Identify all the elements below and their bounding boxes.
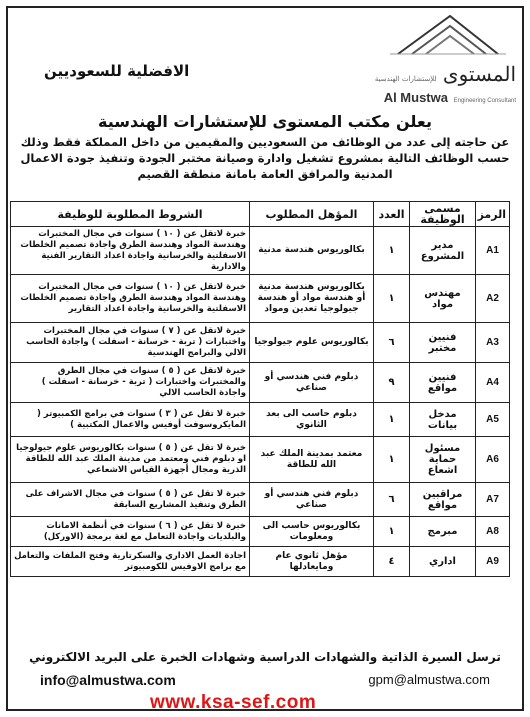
logo-arabic-name: المستوى للإستشارات الهندسية: [374, 62, 516, 86]
cell-count: ١: [374, 517, 410, 547]
cell-qual: مؤهل ثانوي عام ومايعادلها: [250, 547, 374, 577]
cell-req: خبرة لا تقل عن ( ٥ ) سنوات في مجال الاشراف على الطرق وتنفيذ المشاريع السابقة: [11, 483, 250, 517]
cell-qual: بكالوريوس حاسب الى ومعلومات: [250, 517, 374, 547]
cell-qual: بكالوريوس هندسة مدنية أو هندسة مواد أو هندسة جيولوجيا تعدين ومواد: [250, 275, 374, 323]
table-row: [11, 363, 510, 403]
table-row: [11, 437, 510, 483]
cell-qual: بكالوريوس هندسة مدنية: [250, 227, 374, 275]
company-logo: [366, 10, 516, 110]
cell-count: ١: [374, 437, 410, 483]
cell-code: A2: [476, 275, 510, 323]
cell-req: خبرة لا تقل عن ( ٥ ) سنوات بكالوريوس علوم جيولوجيا او دبلوم فني ومعتمد من مدينة الملك عبد الله للطاقة الذرية ومجال أجهزة القياس الاشعاعي: [11, 437, 250, 483]
cell-qual: بكالوريوس علوم جيولوجيا: [250, 323, 374, 363]
table-row: [11, 323, 510, 363]
cell-name: فنيين مواقع: [410, 363, 476, 403]
cell-code: A3: [476, 323, 510, 363]
cell-count: ٩: [374, 363, 410, 403]
cell-qual: دبلوم حاسب الى بعد الثانوي: [250, 403, 374, 437]
logo-english-name: Al Mustwa Engineering Consultant: [383, 90, 516, 105]
cell-code: A6: [476, 437, 510, 483]
table-row: [11, 547, 510, 577]
cell-count: ١: [374, 275, 410, 323]
cell-name: فنيين مختبر: [410, 323, 476, 363]
cell-name: مهندس مواد: [410, 275, 476, 323]
cell-req: اجادة العمل الاداري والسكرتارية وفتح الملفات والتعامل مع برامج الاوفيس للكومبيوتر: [11, 547, 250, 577]
cell-code: A4: [476, 363, 510, 403]
cell-count: ٦: [374, 323, 410, 363]
cell-name: مدخل بيانات: [410, 403, 476, 437]
cell-req: خبرة لاتقل عن ( ٧ ) سنوات في مجال المختبرات واختبارات ( تربة - خرسانة - اسفلت ) واجادة الحاسب الالي والبرامج الهندسية: [11, 323, 250, 363]
table-row: [11, 275, 510, 323]
cell-qual: معتمد بمدينة الملك عبد الله للطاقة: [250, 437, 374, 483]
table-row: [11, 483, 510, 517]
ad-intro: عن حاجته إلى عدد من الوظائف من السعوديين والمقيمين من داخل المملكة فقط وذلك حسب الوظائف التالية بمشروع تشغيل وادارة وصيانة مختبر الجودة وتنفيذ جودة الاعمال المدنية والمرافق العامة بامانة منطقة القصيم: [20, 135, 510, 181]
jobs-table: [10, 201, 510, 577]
table-row: [11, 227, 510, 275]
table-header-row: [11, 202, 510, 227]
email-info[interactable]: info@almustwa.com: [40, 672, 176, 688]
cell-name: اداري: [410, 547, 476, 577]
cell-qual: دبلوم فني هندسي أو صناعي: [250, 483, 374, 517]
cell-code: A9: [476, 547, 510, 577]
table-row: [11, 403, 510, 437]
cell-count: ٦: [374, 483, 410, 517]
table-row: [11, 517, 510, 547]
cell-req: خبرة لاتقل عن ( ٥ ) سنوات في مجال الطرق والمختبرات واختبارات ( تربة - خرسانة - اسفلت ) واجادة الحاسب الالي: [11, 363, 250, 403]
email-gpm[interactable]: gpm@almustwa.com: [368, 672, 490, 687]
cell-name: مراقبين مواقع: [410, 483, 476, 517]
header-job-title: مسمى الوظيفة: [410, 202, 476, 227]
cell-req: خبرة لاتقل عن ( ١٠ ) سنوات في مجال المختبرات وهندسة المواد وهندسة الطرق واجادة تصميم الخلطات الاسفلتية والخرسانية واجادة اعداد التقارير: [11, 275, 250, 323]
cell-count: ٤: [374, 547, 410, 577]
ad-title: يعلن مكتب المستوى للإستشارات الهندسية: [98, 112, 432, 131]
cell-req: خبرة لاتقل عن ( ١٠ ) سنوات في مجال المختبرات وهندسة المواد وهندسة الطرق واجادة تصميم الخلطات الاسفلتية والخرسانية واجادة اعداد التقارير الفنية والادارية: [11, 227, 250, 275]
header-qualification: المؤهل المطلوب: [250, 202, 374, 227]
header-code: الرمز: [476, 202, 510, 227]
mountain-logo-icon: [388, 10, 508, 60]
header-requirements: الشروط المطلوبة للوظيفة: [11, 202, 250, 227]
cell-code: A8: [476, 517, 510, 547]
cell-name: مدير المشروع: [410, 227, 476, 275]
apply-instructions: ترسل السيرة الذاتية والشهادات الدراسية وشهادات الخبرة على البريد الالكتروني: [29, 650, 501, 664]
cell-name: مسئول حماية اشعاع: [410, 437, 476, 483]
cell-code: A5: [476, 403, 510, 437]
cell-count: ١: [374, 227, 410, 275]
watermark-url: www.ksa-sef.com: [150, 692, 317, 713]
cell-count: ١: [374, 403, 410, 437]
saudi-preference-note: الافضلية للسعوديين: [44, 62, 190, 80]
cell-qual: دبلوم فني هندسي أو صناعي: [250, 363, 374, 403]
cell-name: مبرمج: [410, 517, 476, 547]
cell-req: خبرة لا تقل عن ( ٣ ) سنوات في برامج الكمبيوتر ( المايكروسوفت أوفيس والاعمال المكتبية ): [11, 403, 250, 437]
cell-req: خبرة لا تقل عن ( ٦ ) سنوات في أنظمة الامانات والبلديات واجادة التعامل مع لغة برمجة (الاوركل): [11, 517, 250, 547]
cell-code: A1: [476, 227, 510, 275]
cell-code: A7: [476, 483, 510, 517]
header-count: العدد: [374, 202, 410, 227]
